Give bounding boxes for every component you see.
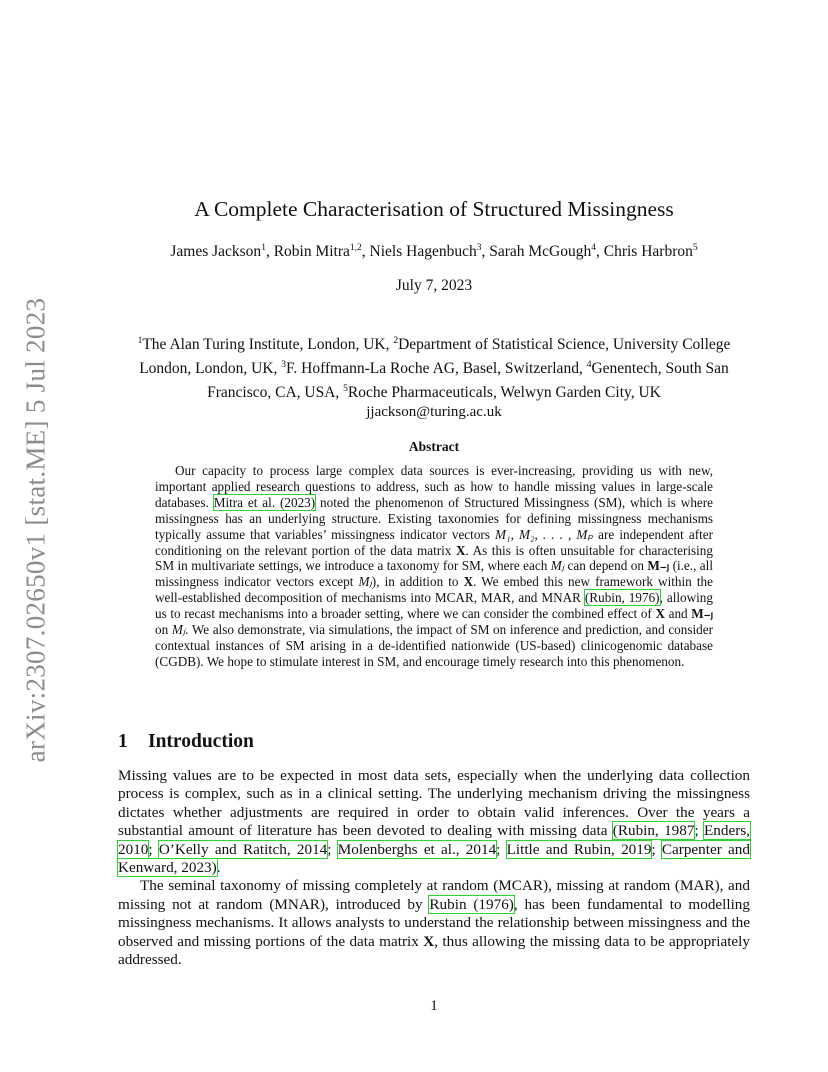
author-affiliation-mark: 4 [591,243,596,253]
math-expression: M₋ⱼ [691,606,713,622]
citation-link[interactable]: Rubin (1976) [429,895,514,913]
math-expression: M₁, M₂, . . . , Mₚ [495,526,594,542]
section-title: Introduction [148,731,254,752]
math-expression: M₋ⱼ [647,558,670,574]
author-name: Sarah McGough [489,243,592,261]
author-list: James Jackson$^1$, Robin Mitra$^{1,2}$, Niels Hagenbuch$^3$, Sarah McGough$^4$, Chris Harbron$^5$ [170,243,698,261]
paragraph-text: Missing values are to be expected in most data sets, especially when the underlying data collection process is complex, such as in a clinical setting. The underlying mechanism driving the missingness dictates whether adjustments are required in order to obtain valid inferences. Over the years a substantial amount of literature has been devoted to dealing with missing data [118,767,750,840]
math-expression: Mⱼ [550,558,565,574]
affiliation-text: The Alan Turing Institute, London, UK, [142,336,394,354]
citation-link[interactable]: Little and Rubin, 2019 [506,840,652,858]
abstract-text: on [155,622,172,638]
abstract-heading: Abstract [408,439,460,454]
math-expression: Mⱼ [358,574,372,590]
citation-link[interactable]: Mitra et al. (2023) [213,494,316,510]
citation-link[interactable]: Molenberghs et al., 2014 [337,840,497,858]
affiliation-number: 1 [137,336,143,346]
affiliation-number: 5 [343,384,348,395]
paragraph-text: ; [496,840,507,858]
paragraph-text: ; [148,840,159,858]
affiliation-number: 4 [586,360,592,371]
affiliation-number: 2 [393,336,399,346]
abstract-text: . We embed this new framework within the well-established decomposition of mechanisms into MCAR, MAR, and MNAR [155,574,713,606]
abstract-text: are independent after conditioning on the relevant portion of the data matrix [155,526,714,558]
paragraph-text: , thus allowing the missing data to be appropriately addressed. [118,932,750,969]
publication-date: July 7, 2023 [395,277,473,294]
section-body [118,767,750,969]
author-affiliation-mark: 1,2 [349,243,362,253]
affiliation-number: 3 [281,360,287,371]
author-affiliation-mark: 3 [476,243,482,253]
affiliation-text: Roche Pharmaceuticals, Welwyn Garden City, UK [347,384,661,402]
citation-link[interactable]: O’Kelly and Ratitch, 2014 [158,840,328,858]
abstract-text: and [664,606,692,622]
abstract-text: ), in addition to [371,574,464,590]
arxiv-identifier: arXiv:2307.02650v1 [stat.ME] 5 Jul 2023 [20,297,51,763]
paragraph-text: ; [694,822,704,840]
math-expression: X [455,542,466,558]
math-expression: X [423,932,435,950]
author-affiliation-mark: 5 [692,243,698,253]
author-name: Chris Harbron [603,243,693,261]
affiliation-text: Department of Statistical Science, University College London, London, UK, [139,336,731,378]
author-name: Robin Mitra [273,243,350,261]
affiliations [118,331,750,403]
author-affiliation-mark: 1 [261,243,266,253]
page-number: 1 [430,998,438,1014]
author-name: Niels Hagenbuch [369,243,477,261]
abstract-text: can depend on [564,558,648,574]
paragraph-text: ; [651,840,662,858]
abstract-text: . We also demonstrate, via simulations, the impact of SM on inference and prediction, and consider contextual instances of SM arising in a de-identified nationwide (US-based) clinicogenomic database (CGDB). We hope to stimulate interest in SM, and encourage timely research into this phenomenon. [155,622,713,669]
paper-title: A Complete Characterisation of Structured Missingness [194,197,674,221]
abstract-text: Our capacity to process large complex data sources is ever-increasing, providing us with new, important applied research questions to address, such as how to handle missing values in large-scale databases. [155,463,713,510]
citation-link[interactable]: (Rubin, 1987 [612,822,695,840]
abstract-text: noted the phenomenon of Structured Missingness (SM), which is where missingness has an underlying structure. Existing taxonomies for defining missingness mechanisms typically assume that variables’ missingness indicator vectors [155,494,714,542]
author-name: James Jackson [170,243,262,261]
paragraph-text: , has been fundamental to modelling missingness mechanisms. It allows analysts to understand the relationship between missingness and the observed and missing portions of the data matrix [118,895,750,950]
affiliation-text: F. Hoffmann-La Roche AG, Basel, Switzerland, [286,360,587,378]
affiliation-text: Genentech, South San Francisco, CA, USA, [207,360,729,402]
citation-link[interactable]: Enders, 2010 [118,822,750,858]
paragraph-text: . [216,859,221,877]
abstract-text: (i.e., all missingness indicator vectors except [155,558,713,590]
arxiv-stamp [0,0,60,1072]
section-heading [118,731,254,753]
contact-email[interactable]: jjackson@turing.ac.uk [366,404,502,420]
math-expression: X [463,574,474,590]
paragraph [118,877,750,969]
paragraph-text: ; [327,840,338,858]
section-number: 1 [118,731,128,752]
citation-link[interactable]: (Rubin, 1976) [584,590,660,606]
math-expression: Mⱼ [171,622,186,638]
abstract-text: . As this is often unsuitable for characterising SM in multivariate settings, we introduce a taxonomy for SM, where each [155,542,713,574]
paragraph-text: The seminal taxonomy of missing completely at random (MCAR), missing at random (MAR), and missing not at random (MNAR), introduced by [118,877,750,913]
math-expression: X [655,606,665,622]
abstract-text: , allowing us to recast mechanisms into a broader setting, where we can consider the combined effect of [155,590,713,622]
citation-link[interactable]: Carpenter and Kenward, 2023) [118,840,750,877]
abstract-body [155,463,713,670]
paragraph [118,767,750,877]
